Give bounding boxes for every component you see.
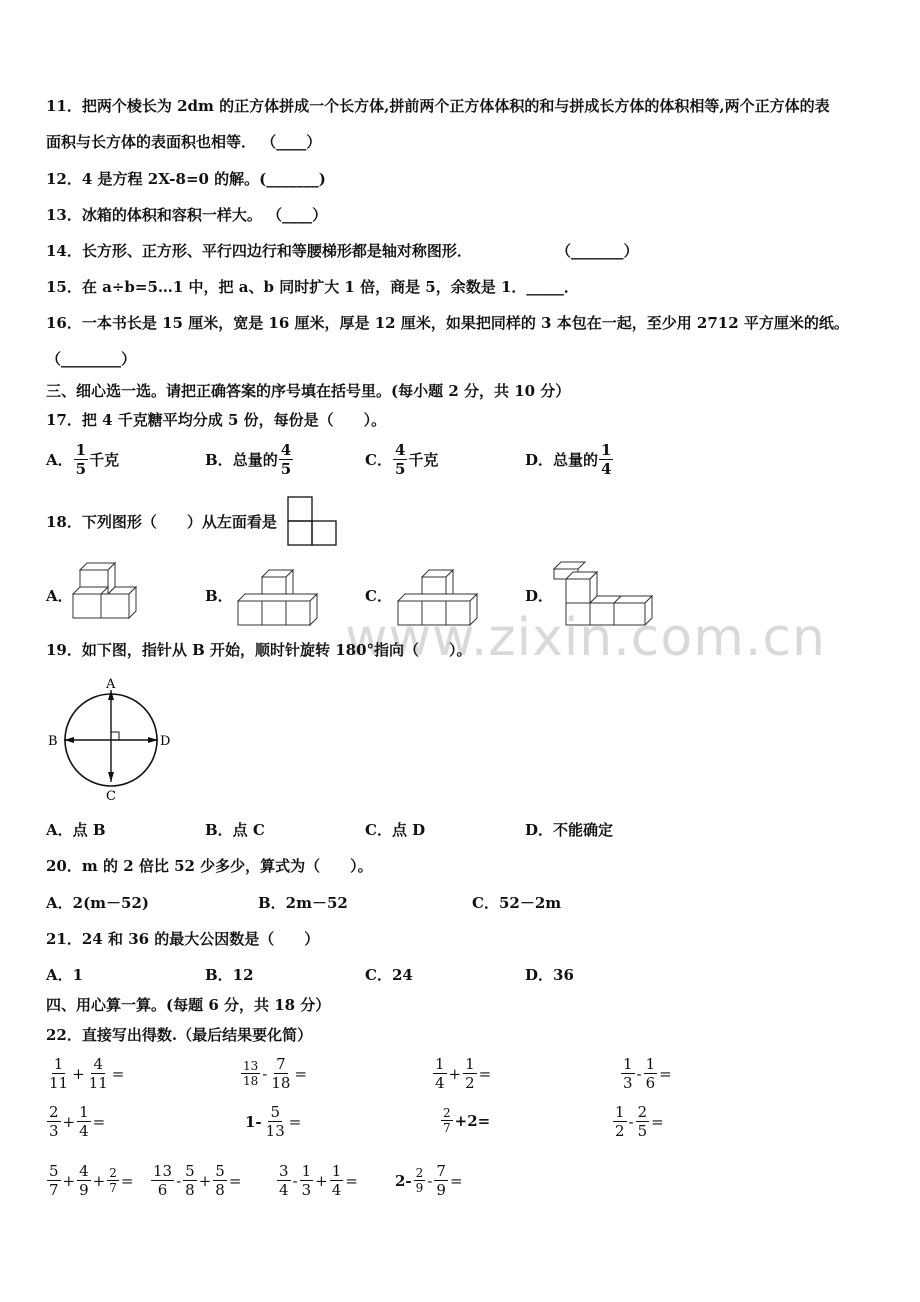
q20-option-c[interactable]: C．52－2m: [472, 894, 562, 912]
q14-blank: （_______）: [556, 242, 639, 260]
compass-diagram: [44, 676, 174, 806]
compass-label-d: D: [160, 734, 171, 749]
q11-line1: 11．把两个棱长为 2dm 的正方体拼成一个长方体,拼前两个正方体体积的和与拼成长方体的体积相等,两个正方体的表: [46, 97, 830, 115]
calc-r1c3: $\frac{1}{4}$ + $\frac{1}{2}$ =: [435, 1055, 492, 1092]
watermark: www.zixin.com.cn: [345, 608, 826, 668]
q21-stem: 21．24 和 36 的最大公因数是（ ）: [46, 930, 320, 948]
compass-label-c: C: [106, 789, 116, 804]
calc-r1c1: $\frac{1}{11}$ + $\frac{4}{11}$ =: [49, 1055, 125, 1092]
section-4-heading: 四、用心算一算。(每题 6 分，共 18 分）: [46, 996, 331, 1014]
calc-r2c3: $\frac{2}{7}$ +2=: [443, 1106, 491, 1135]
left-view-figure: [287, 496, 339, 548]
compass-label-a: A: [106, 677, 116, 692]
q18-option-d-label[interactable]: D．: [525, 587, 554, 605]
q22-stem: 22．直接写出得数.（最后结果要化简）: [46, 1026, 313, 1044]
q18-option-b-figure[interactable]: [236, 565, 322, 627]
q20-stem: 20．m 的 2 倍比 52 少多少，算式为（ ）。: [46, 857, 373, 875]
fraction: $\frac{1}{4}$: [601, 441, 612, 478]
q15: 15．在 a÷b=5…1 中，把 a、b 同时扩大 1 倍，商是 5，余数是 1．_____．: [46, 278, 579, 296]
calc-r3c1: $\frac{5}{7}$ + $\frac{4}{9}$ + $\frac{2}{7}$ =: [49, 1162, 134, 1199]
q19-option-a[interactable]: A．点 B: [46, 821, 106, 839]
q19-option-c[interactable]: C．点 D: [365, 821, 426, 839]
calc-r1c2: $\frac{13}{18}$ - $\frac{7}{18}$ =: [243, 1055, 308, 1092]
calc-r1c4: $\frac{1}{3}$ - $\frac{1}{6}$ =: [623, 1055, 672, 1092]
q14: 14．长方形、正方形、平行四边行和等腰梯形都是轴对称图形．: [46, 242, 472, 260]
q13: 13．冰箱的体积和容积一样大。 （____）: [46, 206, 328, 224]
q12: 12．4 是方程 2X-8=0 的解。(_______): [46, 170, 326, 188]
q17-option-a[interactable]: A． $\frac{1}{5}$ 千克: [46, 441, 120, 478]
q21-option-d[interactable]: D．36: [525, 966, 574, 984]
q21-option-b[interactable]: B．12: [205, 966, 254, 984]
calc-r3c4: 2- $\frac{2}{9}$ - $\frac{7}{9}$ =: [395, 1162, 463, 1199]
q19-option-b[interactable]: B．点 C: [205, 821, 265, 839]
q16-line2: （________）: [46, 350, 137, 368]
q20-option-b[interactable]: B．2m－52: [258, 894, 348, 912]
section-3-heading: 三、细心选一选。请把正确答案的序号填在括号里。(每小题 2 分，共 10 分）: [46, 382, 571, 400]
q17-option-d[interactable]: D． 总量的 $\frac{1}{4}$: [525, 441, 612, 478]
q17-option-c[interactable]: C． $\frac{4}{5}$ 千克: [365, 441, 439, 478]
q18-stem: 18．下列图形（ ）从左面看是: [46, 513, 277, 531]
q17-option-b[interactable]: B． 总量的 $\frac{4}{5}$: [205, 441, 292, 478]
fraction: $\frac{1}{5}$: [75, 441, 87, 478]
q21-option-a[interactable]: A．1: [46, 966, 84, 984]
q11-line2: 面积与长方体的表面积也相等． （____）: [46, 133, 322, 151]
fraction: $\frac{4}{5}$: [394, 441, 406, 478]
q16-line1: 16．一本书长是 15 厘米，宽是 16 厘米，厚是 12 厘米，如果把同样的 3 本包在一起，至少用 2712 平方厘米的纸。: [46, 314, 849, 332]
calc-r3c3: $\frac{3}{4}$ - $\frac{1}{3}$ + $\frac{1}{4}$ =: [279, 1162, 358, 1199]
q17-stem: 17．把 4 千克糖平均分成 5 份，每份是（ ）。: [46, 411, 387, 429]
q20-option-a[interactable]: A．2(m－52): [46, 894, 150, 912]
compass-label-b: B: [48, 734, 58, 749]
calc-r2c1: $\frac{2}{3}$ + $\frac{1}{4}$ =: [49, 1103, 106, 1140]
q18-option-b-label[interactable]: B．: [205, 587, 233, 605]
q19-option-d[interactable]: D．不能确定: [525, 821, 614, 839]
calc-r3c2: $\frac{13}{6}$ - $\frac{5}{8}$ + $\frac{5}{8}$ =: [153, 1162, 242, 1199]
fraction: $\frac{4}{5}$: [280, 441, 292, 478]
q21-option-c[interactable]: C．24: [365, 966, 413, 984]
q19-stem: 19．如下图，指针从 B 开始，顺时针旋转 180°指向（ ）。: [46, 641, 472, 659]
calc-r2c2: 1- $\frac{5}{13}$ =: [245, 1103, 302, 1140]
q18-option-c-label[interactable]: C．: [365, 587, 392, 605]
q18-option-a-figure[interactable]: [70, 560, 140, 628]
calc-r2c4: $\frac{1}{2}$ - $\frac{2}{5}$ =: [615, 1103, 664, 1140]
q18-option-a-label[interactable]: A．: [46, 587, 73, 605]
